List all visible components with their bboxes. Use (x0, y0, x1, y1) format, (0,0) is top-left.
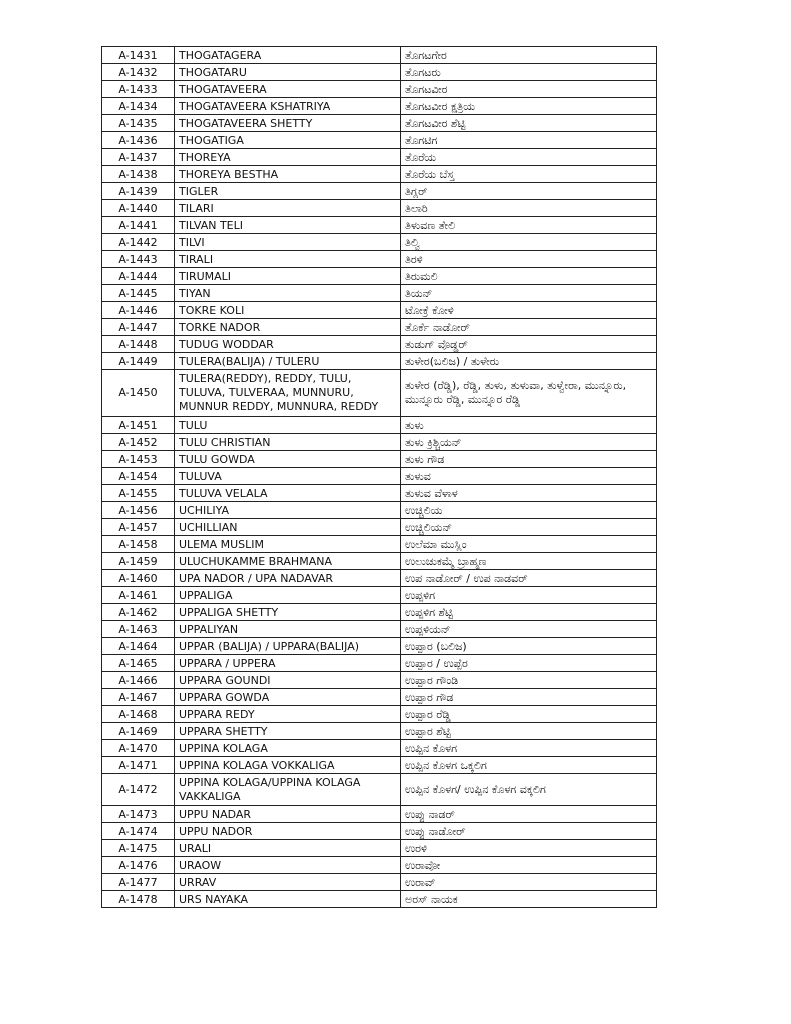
row-code: A-1464 (102, 638, 175, 655)
row-code: A-1450 (102, 370, 175, 417)
row-kannada-name: ಉಪ್ಪಾರ ಗೌಡ (401, 689, 657, 706)
row-kannada-name: ಉಪ್ಪಾರ ರೆಡ್ಡಿ (401, 706, 657, 723)
row-kannada-name: ತೊಗಟವೀರ ಶೆಟ್ಟಿ (401, 115, 657, 132)
row-code: A-1433 (102, 81, 175, 98)
row-english-name: UPPARA / UPPERA (175, 655, 401, 672)
row-english-name: TULUVA (175, 468, 401, 485)
table-row (102, 47, 657, 64)
row-kannada-name: ಉಪ್ಪಿನ ಕೊಳಗ (401, 740, 657, 757)
table-row (102, 502, 657, 519)
row-code: A-1471 (102, 757, 175, 774)
row-english-name: TIGLER (175, 183, 401, 200)
row-code: A-1473 (102, 806, 175, 823)
row-english-name: ULUCHUKAMME BRAHMANA (175, 553, 401, 570)
row-code: A-1441 (102, 217, 175, 234)
row-kannada-name: ತಿಯನ್ (401, 285, 657, 302)
row-english-name: UPPALIGA (175, 587, 401, 604)
table-row (102, 98, 657, 115)
row-kannada-name: ತಿಳುವಣ ತೇಲಿ (401, 217, 657, 234)
row-code: A-1463 (102, 621, 175, 638)
row-english-name: TIYAN (175, 285, 401, 302)
row-code: A-1439 (102, 183, 175, 200)
row-code: A-1442 (102, 234, 175, 251)
table-row (102, 64, 657, 81)
row-kannada-name: ತಿರಳಿ (401, 251, 657, 268)
row-english-name: TORKE NADOR (175, 319, 401, 336)
row-english-name: URS NAYAKA (175, 891, 401, 908)
row-code: A-1459 (102, 553, 175, 570)
table-row (102, 234, 657, 251)
table-row (102, 268, 657, 285)
row-code: A-1445 (102, 285, 175, 302)
row-code: A-1453 (102, 451, 175, 468)
row-english-name: TULUVA VELALA (175, 485, 401, 502)
row-code: A-1435 (102, 115, 175, 132)
table-row (102, 149, 657, 166)
row-kannada-name: ತುಳೇರ(ಬಲಿಜ) / ತುಳೇರು (401, 353, 657, 370)
row-kannada-name: ತುಳುವ ವೆಳಾಳ (401, 485, 657, 502)
table-row (102, 468, 657, 485)
row-kannada-name: ಉಚ್ಚಿಲಿಯ (401, 502, 657, 519)
table-row (102, 740, 657, 757)
row-english-name: URRAV (175, 874, 401, 891)
row-english-name: UCHILLIAN (175, 519, 401, 536)
row-kannada-name: ತೊಗಟವೀರ (401, 81, 657, 98)
row-english-name: UPA NADOR / UPA NADAVAR (175, 570, 401, 587)
row-kannada-name: ತೊಗಟರು (401, 64, 657, 81)
row-english-name: UPPARA GOWDA (175, 689, 401, 706)
row-code: A-1457 (102, 519, 175, 536)
table-row (102, 891, 657, 908)
row-code: A-1465 (102, 655, 175, 672)
row-english-name: UPPALIGA SHETTY (175, 604, 401, 621)
row-code: A-1460 (102, 570, 175, 587)
row-code: A-1434 (102, 98, 175, 115)
table-row (102, 689, 657, 706)
row-kannada-name: ಉರಾವ್ (401, 874, 657, 891)
table-row (102, 285, 657, 302)
table-row (102, 115, 657, 132)
row-english-name: TOKRE KOLI (175, 302, 401, 319)
table-row (102, 417, 657, 434)
caste-table-body (102, 47, 657, 908)
row-kannada-name: ತಿಲ್ವಿ (401, 234, 657, 251)
row-kannada-name: ತೊಗಟವೀರ ಕ್ಷತ್ರಿಯ (401, 98, 657, 115)
table-row (102, 757, 657, 774)
table-row (102, 200, 657, 217)
row-code: A-1474 (102, 823, 175, 840)
row-english-name: TUDUG WODDAR (175, 336, 401, 353)
row-english-name: TULERA(REDDY), REDDY, TULU, TULUVA, TULVERAA, MUNNURU, MUNNUR REDDY, MUNNURA, REDDY (175, 370, 401, 417)
row-code: A-1468 (102, 706, 175, 723)
row-kannada-name: ಉಲೆಮಾ ಮುಸ್ಲಿಂ (401, 536, 657, 553)
row-english-name: UPPAR (BALIJA) / UPPARA(BALIJA) (175, 638, 401, 655)
row-code: A-1452 (102, 434, 175, 451)
table-row (102, 570, 657, 587)
row-english-name: UPPU NADAR (175, 806, 401, 823)
table-row (102, 81, 657, 98)
row-code: A-1454 (102, 468, 175, 485)
row-kannada-name: ಉಲುಚುಕಮ್ಮೆ ಬ್ರಾಹ್ಮಣ (401, 553, 657, 570)
row-kannada-name: ತೊಗಟಿಗ (401, 132, 657, 149)
table-row (102, 319, 657, 336)
table-row (102, 353, 657, 370)
row-english-name: URALI (175, 840, 401, 857)
table-row (102, 840, 657, 857)
row-kannada-name: ಉಪ್ಪಾರ ಗೌಂಡಿ (401, 672, 657, 689)
row-code: A-1476 (102, 857, 175, 874)
row-code: A-1446 (102, 302, 175, 319)
row-english-name: UPPARA SHETTY (175, 723, 401, 740)
row-code: A-1467 (102, 689, 175, 706)
row-kannada-name: ತುಳು ಕ್ರಿಶ್ಚಿಯನ್ (401, 434, 657, 451)
row-kannada-name: ತುಳು (401, 417, 657, 434)
table-row (102, 857, 657, 874)
table-row (102, 823, 657, 840)
table-row (102, 251, 657, 268)
row-english-name: ULEMA MUSLIM (175, 536, 401, 553)
row-english-name: THOGATAVEERA SHETTY (175, 115, 401, 132)
row-code: A-1469 (102, 723, 175, 740)
row-code: A-1436 (102, 132, 175, 149)
row-english-name: UPPARA GOUNDI (175, 672, 401, 689)
row-code: A-1438 (102, 166, 175, 183)
row-code: A-1456 (102, 502, 175, 519)
row-english-name: TIRALI (175, 251, 401, 268)
row-kannada-name: ಉಪ್ಪಳಿಗ (401, 587, 657, 604)
row-english-name: TILVI (175, 234, 401, 251)
row-code: A-1470 (102, 740, 175, 757)
row-kannada-name: ಉಪ್ಪಿನ ಕೊಳಗ/ ಉಪ್ಪಿನ ಕೊಳಗ ವಕ್ಕಲಿಗ (401, 774, 657, 806)
row-english-name: TILVAN TELI (175, 217, 401, 234)
row-kannada-name: ತಿಗ್ಲರ್ (401, 183, 657, 200)
row-kannada-name: ತೊರೆಯ ಬೆಸ್ತ (401, 166, 657, 183)
caste-table (101, 46, 657, 908)
row-english-name: THOREYA (175, 149, 401, 166)
table-row (102, 485, 657, 502)
row-english-name: TULERA(BALIJA) / TULERU (175, 353, 401, 370)
row-english-name: UCHILIYA (175, 502, 401, 519)
table-row (102, 706, 657, 723)
table-row (102, 621, 657, 638)
table-row (102, 336, 657, 353)
table-row (102, 536, 657, 553)
row-english-name: THOGATAVEERA KSHATRIYA (175, 98, 401, 115)
table-row (102, 806, 657, 823)
row-kannada-name: ತುಡುಗ್ ವೊಡ್ಡರ್ (401, 336, 657, 353)
row-kannada-name: ತಿಲಾರಿ (401, 200, 657, 217)
row-english-name: UPPU NADOR (175, 823, 401, 840)
row-code: A-1440 (102, 200, 175, 217)
row-english-name: THOGATAVEERA (175, 81, 401, 98)
row-code: A-1478 (102, 891, 175, 908)
table-row (102, 655, 657, 672)
table-row (102, 604, 657, 621)
row-kannada-name: ತೊರೆಯ (401, 149, 657, 166)
row-english-name: URAOW (175, 857, 401, 874)
row-english-name: UPPARA REDY (175, 706, 401, 723)
row-code: A-1455 (102, 485, 175, 502)
row-code: A-1431 (102, 47, 175, 64)
row-kannada-name: ಉಪ್ಪು ನಾಡೋರ್ (401, 823, 657, 840)
row-english-name: TULU GOWDA (175, 451, 401, 468)
row-kannada-name: ತೊರ್ಕೆ ನಾಡೋರ್ (401, 319, 657, 336)
row-kannada-name: ತಿರುಮಲಿ (401, 268, 657, 285)
row-kannada-name: ಉರಳಿ (401, 840, 657, 857)
row-code: A-1477 (102, 874, 175, 891)
row-code: A-1461 (102, 587, 175, 604)
table-row (102, 519, 657, 536)
table-row (102, 217, 657, 234)
row-kannada-name: ತುಳುವ (401, 468, 657, 485)
table-row (102, 302, 657, 319)
table-row (102, 183, 657, 200)
row-code: A-1466 (102, 672, 175, 689)
row-code: A-1451 (102, 417, 175, 434)
caste-list-sheet (101, 46, 655, 908)
table-row (102, 553, 657, 570)
row-kannada-name: ಉಪ್ಪಾರ ಶೆಟ್ಟಿ (401, 723, 657, 740)
row-english-name: TULU CHRISTIAN (175, 434, 401, 451)
row-english-name: TILARI (175, 200, 401, 217)
row-kannada-name: ಉಪ ನಾಡೋರ್ / ಉಪ ನಾಡವರ್ (401, 570, 657, 587)
row-kannada-name: ಉಪ್ಪಳಿಯನ್ (401, 621, 657, 638)
row-english-name: UPPINA KOLAGA VOKKALIGA (175, 757, 401, 774)
row-english-name: UPPINA KOLAGA (175, 740, 401, 757)
row-kannada-name: ಉರಾವೋ (401, 857, 657, 874)
row-kannada-name: ಉಪ್ಪಿನ ಕೊಳಗ ಒಕ್ಕಲಿಗ (401, 757, 657, 774)
row-english-name: THOREYA BESTHA (175, 166, 401, 183)
row-english-name: TULU (175, 417, 401, 434)
table-row (102, 638, 657, 655)
row-code: A-1444 (102, 268, 175, 285)
row-english-name: THOGATAGERA (175, 47, 401, 64)
row-code: A-1443 (102, 251, 175, 268)
row-code: A-1448 (102, 336, 175, 353)
row-code: A-1449 (102, 353, 175, 370)
row-kannada-name: ಉಪ್ಪಳಿಗ ಶೆಟ್ಟಿ (401, 604, 657, 621)
table-row (102, 132, 657, 149)
table-row (102, 723, 657, 740)
table-row (102, 166, 657, 183)
row-kannada-name: ತೊಗಟಗೇರ (401, 47, 657, 64)
row-kannada-name: ಟೋಕ್ರೆ ಕೋಳಿ (401, 302, 657, 319)
table-row (102, 672, 657, 689)
table-row (102, 434, 657, 451)
row-kannada-name: ಉಚ್ಚಿಲಿಯನ್ (401, 519, 657, 536)
row-code: A-1462 (102, 604, 175, 621)
row-english-name: UPPALIYAN (175, 621, 401, 638)
table-row (102, 587, 657, 604)
row-code: A-1432 (102, 64, 175, 81)
row-kannada-name: ತುಳೇರ (ರೆಡ್ಡಿ), ರೆಡ್ಡಿ, ತುಳು, ತುಳುವಾ, ತುಳ್ವೇರಾ, ಮುನ್ನೂರು, ಮುನ್ನೂರು ರೆಡ್ಡಿ, ಮುನ್ನೂರ ರೆಡ್ಡಿ (401, 370, 657, 417)
table-row (102, 451, 657, 468)
row-kannada-name: ಅರಸ್ ನಾಯಕ (401, 891, 657, 908)
row-english-name: THOGATARU (175, 64, 401, 81)
row-kannada-name: ಉಪ್ಪು ನಾಡರ್ (401, 806, 657, 823)
table-row (102, 370, 657, 417)
row-kannada-name: ತುಳು ಗೌಡ (401, 451, 657, 468)
row-kannada-name: ಉಪ್ಪಾರ / ಉಪ್ಪೆರ (401, 655, 657, 672)
row-code: A-1475 (102, 840, 175, 857)
row-code: A-1472 (102, 774, 175, 806)
table-row (102, 874, 657, 891)
row-english-name: THOGATIGA (175, 132, 401, 149)
row-code: A-1447 (102, 319, 175, 336)
row-code: A-1458 (102, 536, 175, 553)
row-kannada-name: ಉಪ್ಪಾರ (ಬಲಿಜ) (401, 638, 657, 655)
row-english-name: UPPINA KOLAGA/UPPINA KOLAGA VAKKALIGA (175, 774, 401, 806)
row-english-name: TIRUMALI (175, 268, 401, 285)
table-row (102, 774, 657, 806)
row-code: A-1437 (102, 149, 175, 166)
